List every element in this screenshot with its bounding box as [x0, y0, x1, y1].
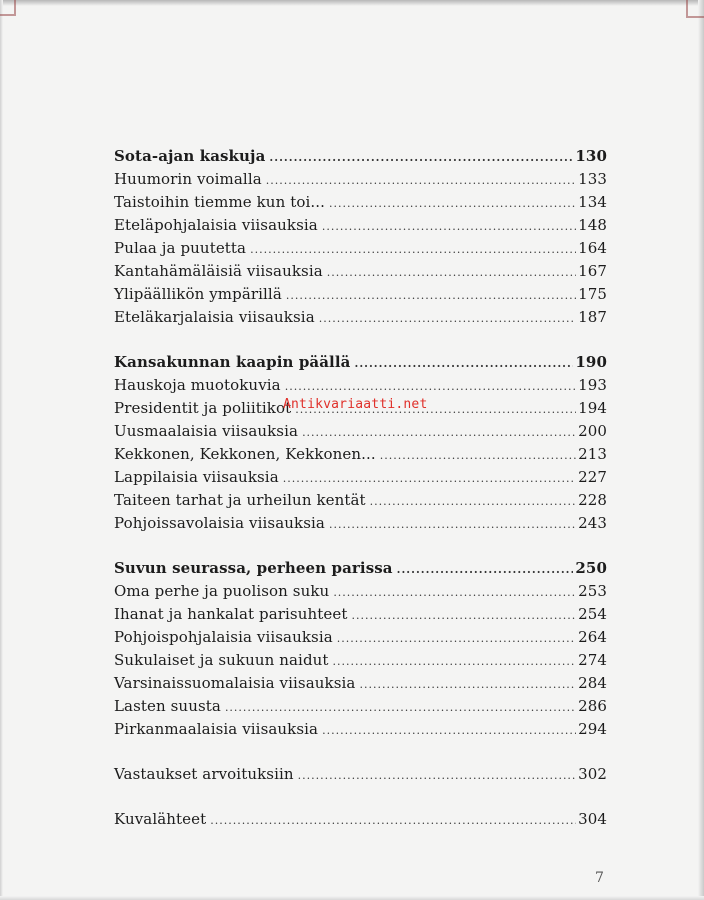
toc-entry[interactable] — [114, 260, 607, 283]
toc-heading-page: 250 — [575, 559, 607, 577]
page-number: 7 — [595, 870, 604, 886]
toc-entry-page: 284 — [578, 674, 607, 692]
toc-leader-dots — [285, 375, 576, 398]
toc-appendix-section — [114, 763, 607, 786]
toc-leader-dots — [283, 467, 576, 490]
toc-entry-page: 200 — [578, 422, 607, 440]
scan-edge-left — [0, 0, 3, 900]
toc-entry-title: Lappilaisia viisauksia — [114, 468, 279, 486]
toc-entry[interactable] — [114, 191, 607, 214]
corner-mark-right — [686, 0, 704, 18]
toc-leader-dots — [319, 307, 576, 330]
toc-entry[interactable] — [114, 237, 607, 260]
toc-entry-page: 227 — [578, 468, 607, 486]
toc-entry-page: 253 — [578, 582, 607, 600]
table-of-contents — [114, 145, 607, 831]
toc-heading-title: Kansakunnan kaapin päällä — [114, 353, 351, 371]
toc-entry-page: 167 — [578, 262, 607, 280]
toc-entry[interactable] — [114, 374, 607, 397]
toc-entry-title: Pirkanmaalaisia viisauksia — [114, 720, 319, 738]
toc-entry-title: Ihanat ja hankalat parisuhteet — [114, 605, 348, 623]
watermark-text: Antikvariaatti.net — [283, 397, 428, 412]
toc-heading-page: 130 — [575, 147, 607, 165]
toc-leader-dots — [333, 581, 576, 604]
toc-leader-dots — [329, 513, 576, 536]
toc-leader-dots — [333, 650, 577, 673]
toc-section-heading[interactable] — [114, 145, 607, 168]
toc-entry-page: 133 — [578, 170, 607, 188]
toc-section — [114, 145, 607, 329]
toc-entry-title: Huumorin voimalla — [114, 170, 262, 188]
toc-leader-dots — [354, 352, 573, 375]
toc-entry-page: 294 — [578, 720, 607, 738]
toc-entry[interactable] — [114, 580, 607, 603]
toc-entry-title: Varsinaissuomalaisia viisauksia — [114, 674, 356, 692]
toc-entry-page: 304 — [578, 810, 607, 828]
toc-entry-title: Vastaukset arvoituksiin — [114, 765, 294, 783]
toc-entry-title: Ylipäällikön ympärillä — [114, 285, 282, 303]
toc-entry-page: 302 — [578, 765, 607, 783]
toc-leader-dots — [397, 558, 574, 581]
toc-leader-dots — [337, 627, 576, 650]
scan-edge-bottom — [0, 896, 704, 900]
toc-entry-title: Sukulaiset ja sukuun naidut — [114, 651, 329, 669]
toc-entry[interactable] — [114, 626, 607, 649]
toc-entry-title: Uusmaalaisia viisauksia — [114, 422, 299, 440]
toc-entry-page: 164 — [578, 239, 607, 257]
toc-entry[interactable] — [114, 420, 607, 443]
toc-entry[interactable] — [114, 283, 607, 306]
toc-leader-dots — [327, 261, 576, 284]
toc-entry-title: Kuvalähteet — [114, 810, 207, 828]
toc-appendix-entry[interactable] — [114, 808, 607, 831]
toc-heading-page: 190 — [575, 353, 607, 371]
toc-entry[interactable] — [114, 443, 607, 466]
toc-leader-dots — [269, 146, 573, 169]
corner-mark-left — [0, 0, 16, 16]
toc-entry[interactable] — [114, 718, 607, 741]
toc-entry-title: Taistoihin tiemme kun toi... — [114, 193, 325, 211]
toc-heading-title: Suvun seurassa, perheen parissa — [114, 559, 393, 577]
toc-leader-dots — [225, 696, 576, 719]
toc-entry-page: 134 — [578, 193, 607, 211]
toc-leader-dots — [286, 284, 576, 307]
toc-entry-page: 274 — [578, 651, 607, 669]
toc-entry-page: 194 — [578, 399, 607, 417]
toc-section — [114, 351, 607, 535]
toc-entry-page: 175 — [578, 285, 607, 303]
toc-section-heading[interactable] — [114, 351, 607, 374]
toc-entry-title: Pohjoispohjalaisia viisauksia — [114, 628, 333, 646]
toc-entry-page: 254 — [578, 605, 607, 623]
toc-leader-dots — [302, 421, 576, 444]
toc-leader-dots — [210, 809, 576, 832]
toc-entry[interactable] — [114, 168, 607, 191]
toc-heading-title: Sota-ajan kaskuja — [114, 147, 266, 165]
toc-leader-dots — [250, 238, 576, 261]
toc-entry-title: Presidentit ja poliitikot — [114, 399, 292, 417]
toc-entry[interactable] — [114, 512, 607, 535]
toc-section — [114, 557, 607, 741]
toc-entry[interactable] — [114, 672, 607, 695]
toc-entry-title: Hauskoja muotokuvia — [114, 376, 281, 394]
toc-appendix-entry[interactable] — [114, 763, 607, 786]
toc-entry-page: 148 — [578, 216, 607, 234]
toc-entry-title: Lasten suusta — [114, 697, 221, 715]
toc-section-heading[interactable] — [114, 557, 607, 580]
toc-leader-dots — [298, 764, 576, 787]
toc-entry[interactable] — [114, 306, 607, 329]
toc-entry-page: 228 — [578, 491, 607, 509]
toc-leader-dots — [266, 169, 576, 192]
scan-edge-right — [698, 0, 704, 900]
toc-entry[interactable] — [114, 489, 607, 512]
toc-entry-page: 286 — [578, 697, 607, 715]
toc-entry[interactable] — [114, 603, 607, 626]
toc-entry-title: Eteläpohjalaisia viisauksia — [114, 216, 318, 234]
toc-entry-title: Oma perhe ja puolison suku — [114, 582, 330, 600]
toc-entry-title: Taiteen tarhat ja urheilun kentät — [114, 491, 366, 509]
toc-appendix-section — [114, 808, 607, 831]
toc-entry-title: Pohjoissavolaisia viisauksia — [114, 514, 325, 532]
toc-leader-dots — [351, 604, 576, 627]
toc-leader-dots — [359, 673, 576, 696]
toc-entry[interactable] — [114, 466, 607, 489]
toc-leader-dots — [329, 192, 576, 215]
toc-entry-title: Eteläkarjalaisia viisauksia — [114, 308, 315, 326]
toc-leader-dots — [370, 490, 576, 513]
toc-entry[interactable] — [114, 214, 607, 237]
toc-entry-page: 243 — [578, 514, 607, 532]
toc-entry-title: Kantahämäläisiä viisauksia — [114, 262, 323, 280]
toc-leader-dots — [322, 215, 576, 238]
toc-entry-page: 264 — [578, 628, 607, 646]
toc-entry-page: 213 — [578, 445, 607, 463]
toc-leader-dots — [380, 444, 576, 467]
toc-entry-title: Pulaa ja puutetta — [114, 239, 247, 257]
toc-entry[interactable] — [114, 695, 607, 718]
scan-edge-top — [0, 0, 704, 6]
toc-leader-dots — [322, 719, 576, 742]
toc-entry-page: 193 — [578, 376, 607, 394]
toc-entry-page: 187 — [578, 308, 607, 326]
toc-entry[interactable] — [114, 649, 607, 672]
toc-entry-title: Kekkonen, Kekkonen, Kekkonen... — [114, 445, 376, 463]
